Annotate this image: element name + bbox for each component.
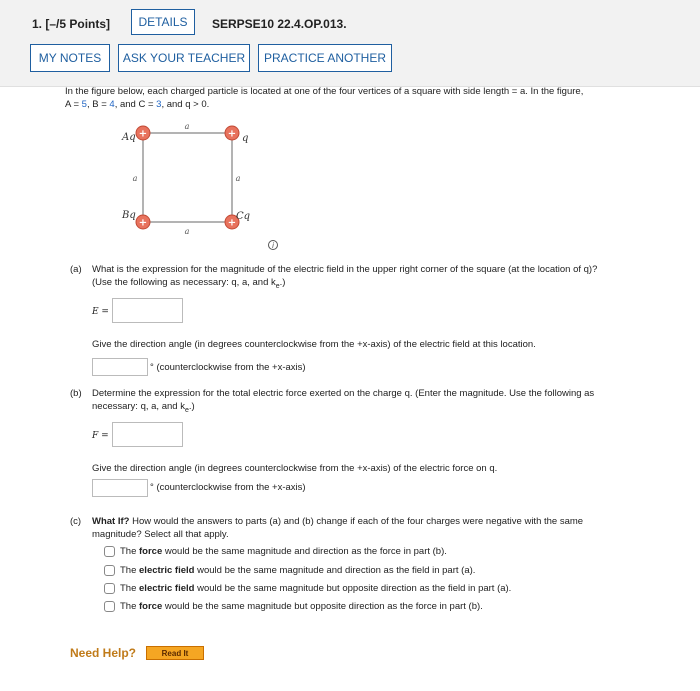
part-c-label: (c)	[70, 516, 82, 527]
option-4-checkbox[interactable]	[104, 601, 115, 612]
part-a-question-line2: (Use the following as necessary: q, a, and $k_e$.)	[92, 277, 286, 290]
plus-sign-bl: +	[138, 217, 148, 229]
option-3-checkbox[interactable]	[104, 583, 115, 594]
practice-another-button[interactable]: PRACTICE ANOTHER	[258, 44, 392, 72]
e-field-angle-input[interactable]	[92, 358, 148, 376]
value-a: 5	[81, 99, 87, 110]
details-button[interactable]: DETAILS	[131, 9, 195, 35]
force-label: F =	[92, 431, 109, 441]
need-help-label: Need Help?	[70, 646, 137, 660]
plus-sign-br: +	[227, 217, 237, 229]
part-c-question-line2: magnitude? Select all that apply.	[92, 529, 229, 540]
plus-sign-tr: +	[227, 128, 237, 140]
label-bottom-right: Cq	[236, 211, 251, 222]
option-4-label[interactable]: The force would be the same magnitude but opposite direction as the force in part (b).	[120, 601, 483, 612]
part-b-question-line2: necessary: q, a, and $k_e$.)	[92, 401, 195, 414]
side-label-bottom: a	[184, 227, 190, 236]
part-b-question-line1: Determine the expression for the total electric force exerted on the charge q. (Enter the magnitude. Use the following as	[92, 388, 595, 399]
option-2-label[interactable]: The electric field would be the same magnitude and direction as the field in part (a).	[120, 565, 476, 576]
intro-text-line1: In the figure below, each charged particle is located at one of the four vertices of a square with side length = a. In the figure,	[65, 86, 584, 97]
e-field-label: E =	[92, 307, 109, 317]
part-a-label: (a)	[70, 264, 82, 275]
part-b-direction-unit: ° (counterclockwise from the +x-axis)	[150, 482, 306, 493]
label-top-right: q	[242, 133, 249, 144]
side-label-top: a	[184, 122, 190, 131]
intro-text-line2: A = 5, B = 4, and C = 3, and q > 0.	[65, 99, 210, 110]
part-a-direction-prompt: Give the direction angle (in degrees counterclockwise from the +x-axis) of the electric field at this location.	[92, 339, 536, 350]
square-outline	[143, 133, 232, 222]
option-1-label[interactable]: The force would be the same magnitude and direction as the force in part (b).	[120, 546, 447, 557]
label-bottom-left: Bq	[122, 210, 136, 221]
e-field-input[interactable]	[112, 298, 183, 323]
force-angle-input[interactable]	[92, 479, 148, 497]
option-3-label[interactable]: The electric field would be the same magnitude but opposite direction as the field in part (a).	[120, 583, 512, 594]
part-a-question-line1: What is the expression for the magnitude of the electric field in the upper right corner of the square (at the location of q)?	[92, 264, 598, 275]
ask-teacher-button[interactable]: ASK YOUR TEACHER	[118, 44, 250, 72]
part-b-direction-prompt: Give the direction angle (in degrees counterclockwise from the +x-axis) of the electric force on q.	[92, 463, 498, 474]
my-notes-button[interactable]: MY NOTES	[30, 44, 110, 72]
info-icon[interactable]: i	[268, 240, 278, 250]
value-c: 3	[156, 99, 162, 110]
part-b-label: (b)	[70, 388, 82, 399]
value-b: 4	[109, 99, 115, 110]
part-a-direction-unit: ° (counterclockwise from the +x-axis)	[150, 362, 306, 373]
problem-code: SERPSE10 22.4.OP.013.	[212, 17, 347, 31]
side-label-left: a	[132, 174, 138, 183]
side-label-right: a	[235, 174, 241, 183]
label-top-left: Aq	[122, 132, 136, 143]
read-it-button[interactable]: Read It	[146, 646, 204, 660]
plus-sign-tl: +	[138, 128, 148, 140]
part-c-question-line1: What If? How would the answers to parts (a) and (b) change if each of the four charges were negative with the same	[92, 516, 584, 527]
option-2-checkbox[interactable]	[104, 565, 115, 576]
option-1-checkbox[interactable]	[104, 546, 115, 557]
charge-square-figure	[110, 118, 270, 236]
force-input[interactable]	[112, 422, 183, 447]
question-points: 1. [–/5 Points]	[32, 17, 111, 31]
